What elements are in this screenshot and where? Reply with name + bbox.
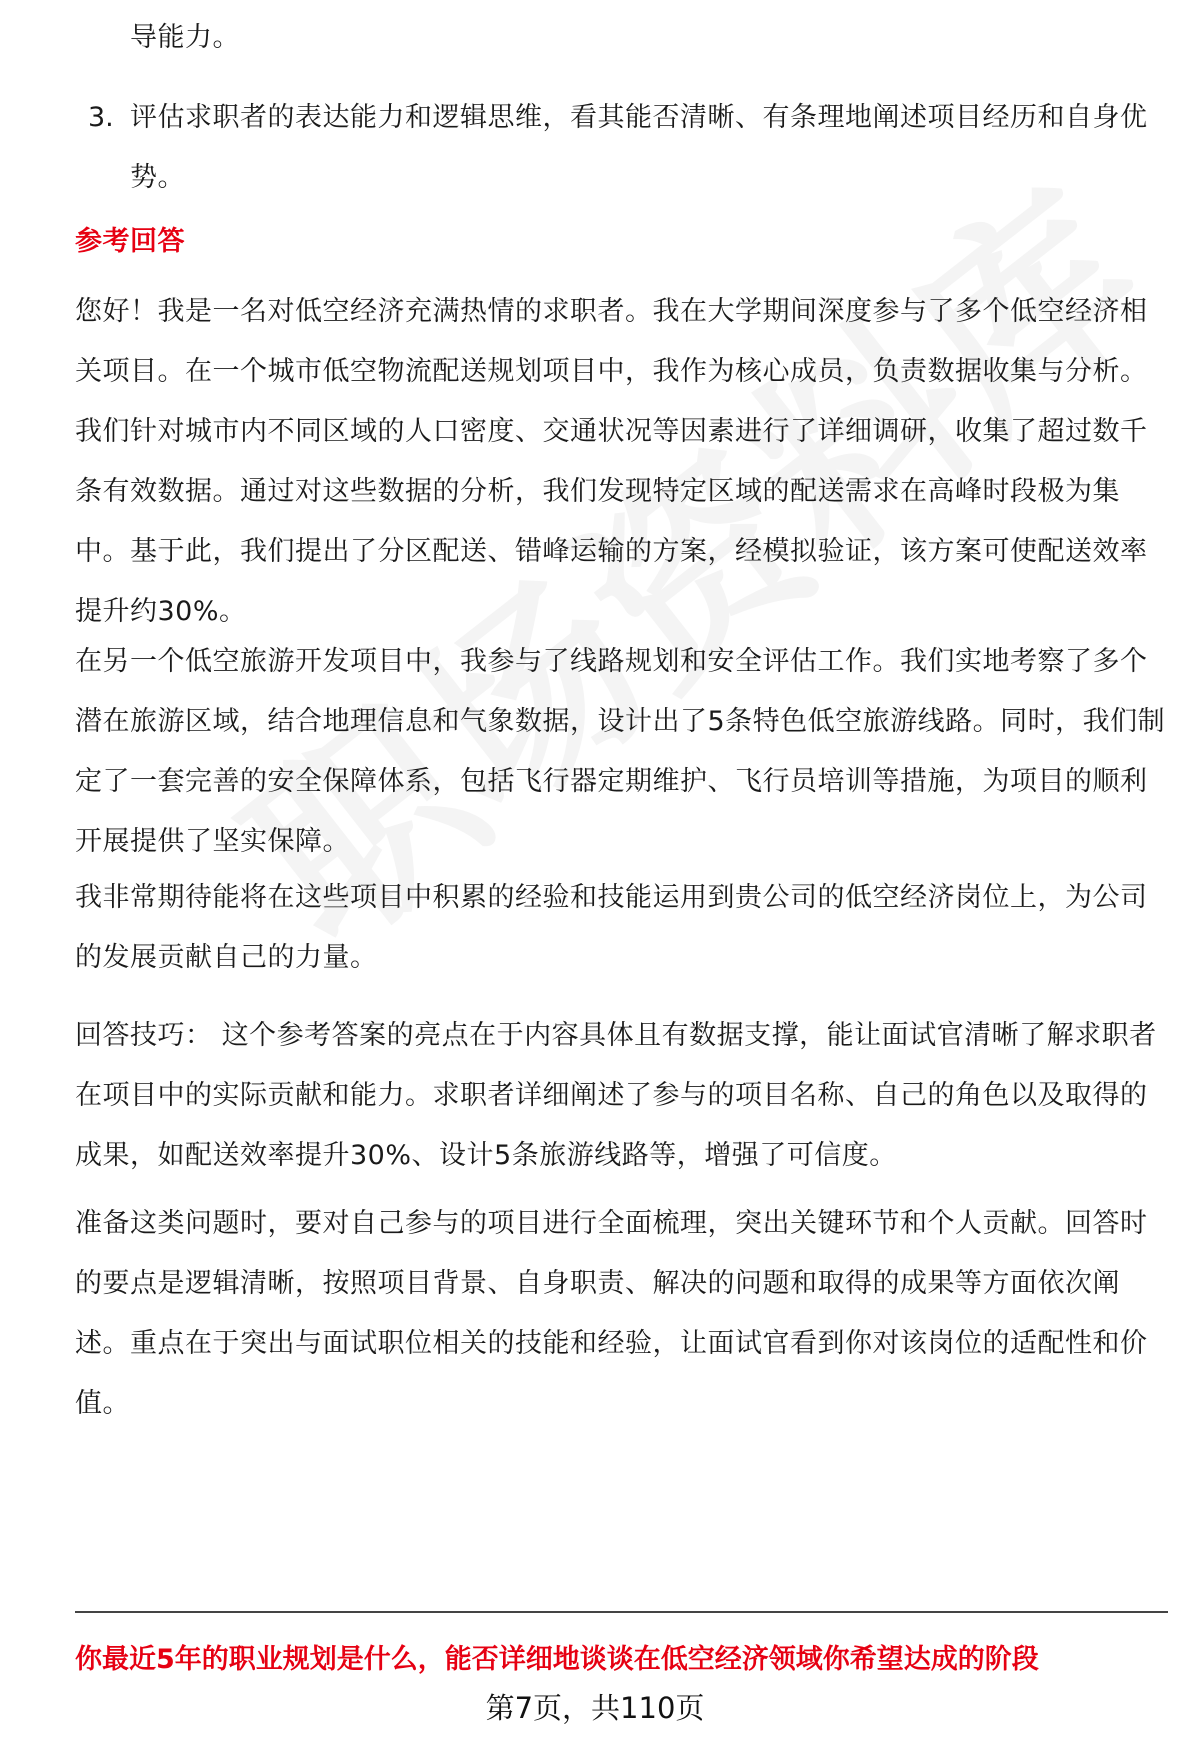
intro-continuation: 导能力。 [130,22,240,53]
page-number: 第7页，共110页 [485,1691,705,1725]
prep-paragraph: 准备这类问题时，要对自己参与的项目进行全面梳理，突出关键环节和个人贡献。回答时的要点是逻辑清晰，按照项目背景、自身职责、解决的问题和取得的成果等方面依次阐述。重点在于突出与面试职位相关的技能和经验，让面试官看到你对该岗位的适配性和价值。 [75,1208,1148,1419]
tips-paragraph: 回答技巧： 这个参考答案的亮点在于内容具体且有数据支撑，能让面试官清晰了解求职者在项目中的实际贡献和能力。求职者详细阐述了参与的项目名称、自己的角色以及取得的成果，如配送效率提升30%、设计5条旅游线路等，增强了可信度。 [75,1020,1157,1171]
footer-divider [75,1611,1168,1613]
next-question-heading: 你最近5年的职业规划是什么，能否详细地谈谈在低空经济领域你希望达成的阶段 [75,1644,1039,1675]
reference-heading: 参考回答 [75,226,185,257]
answer-paragraph-3: 我非常期待能将在这些项目中积累的经验和技能运用到贵公司的低空经济岗位上，为公司的发展贡献自己的力量。 [75,882,1148,973]
list-marker-3: 3. [88,102,114,133]
list-item-3-text: 评估求职者的表达能力和逻辑思维，看其能否清晰、有条理地阐述项目经历和自身优势。 [130,102,1148,193]
answer-paragraph-1: 您好！我是一名对低空经济充满热情的求职者。我在大学期间深度参与了多个低空经济相关项目。在一个城市低空物流配送规划项目中，我作为核心成员，负责数据收集与分析。我们针对城市内不同区域的人口密度、交通状况等因素进行了详细调研，收集了超过数千条有效数据。通过对这些数据的分析，我们发现特定区域的配送需求在高峰时段极为集中。基于此，我们提出了分区配送、错峰运输的方案，经模拟验证，该方案可使配送效率提升约30%。 [75,296,1148,627]
answer-paragraph-2: 在另一个低空旅游开发项目中，我参与了线路规划和安全评估工作。我们实地考察了多个潜在旅游区域，结合地理信息和气象数据，设计出了5条特色低空旅游线路。同时，我们制定了一套完善的安全保障体系，包括飞行器定期维护、飞行员培训等措施，为项目的顺利开展提供了坚实保障。 [75,646,1166,857]
